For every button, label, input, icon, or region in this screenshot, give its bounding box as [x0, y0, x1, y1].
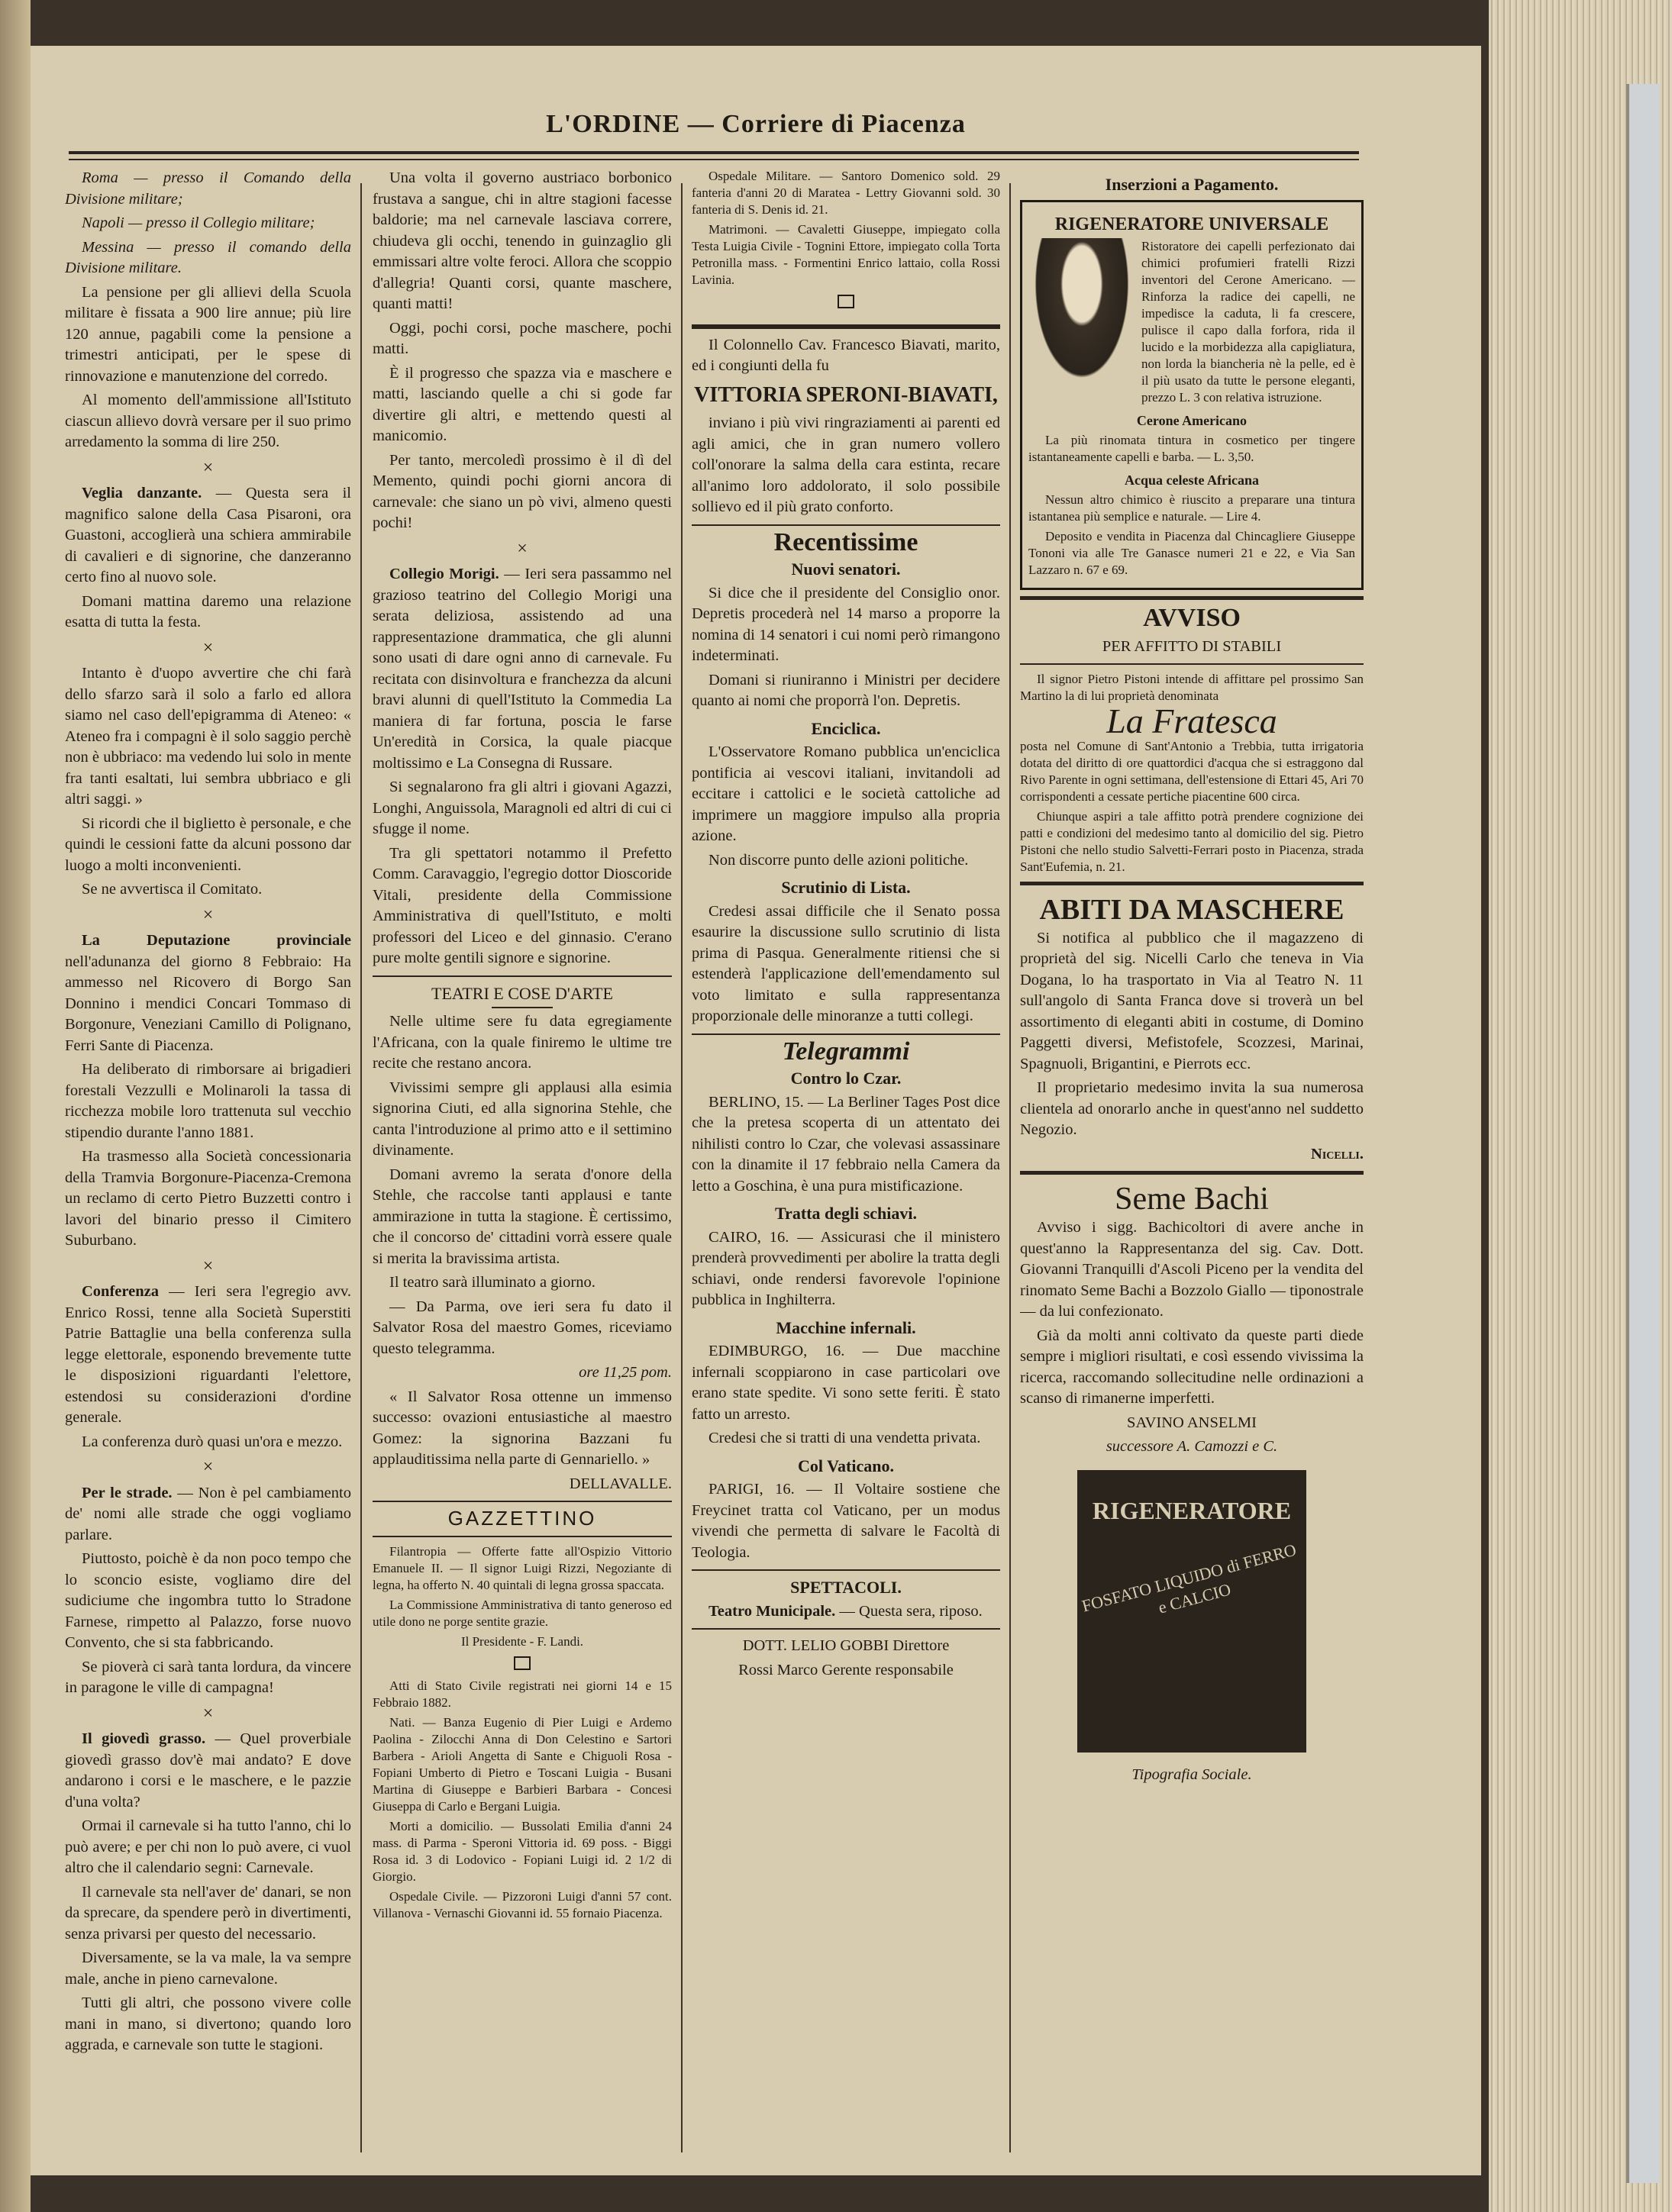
paragraph: — Ieri sera passammo nel grazioso teatrino del Collegio Morigi una serata deliziosa, assistendo ad una rappresentazione drammatica, che gli alunni sono usati di dare ogni anno di carnevale. Fu recitata con disinvoltura e franchezza da alcuni bravi alunni di quell'Istituto la Commedia La maniera di far fortuna, poscia le farse Un'eredità in Corsica, la quale piacque moltissimo e La Consegna di Russare.: [373, 566, 672, 772]
section-title: SPETTACOLI.: [790, 1578, 902, 1597]
ad-title: Seme Bachi: [1115, 1182, 1269, 1217]
paragraph: Il proprietario medesimo invita la sua numerosa clientela ad onorarlo anche in quest'anno nel suddetto Negozio.: [1020, 1079, 1364, 1138]
paragraph: Se ne avvertisca il Comitato.: [82, 881, 263, 898]
paragraph: Intanto è d'uopo avvertire che chi farà dello sfarzo sarà il solo a farlo ed allora siamo nel caso dell'epigramma di Ateneo: « Ateneo fra i compagni è il solo saggio perchè non è ubbriaco: ma vedendo lui solo in mente fra tanti esaltati, lui sembra ubbriaco e gli altri saggi. »: [65, 665, 351, 808]
telegram-time: ore 11,25 pom.: [579, 1364, 672, 1381]
ad-title: RIGENERATORE UNIVERSALE: [1054, 214, 1329, 234]
article-heading: Veglia danzante.: [82, 485, 202, 501]
paragraph: Domani avremo la serata d'onore della Stehle, che raccolse tanti applausi e tante ammirazione in tutta la stagione. È certissimo, che il concorso de' cittadini vorrà essere quale si merita la bravissima artista.: [373, 1166, 672, 1267]
paragraph: Atti di Stato Civile registrati nei giorni 14 e 15 Febbraio 1882.: [373, 1678, 672, 1710]
section-rule: [1020, 663, 1364, 665]
signature: SAVINO ANSELMI: [1127, 1414, 1257, 1431]
article-heading: Per le strade.: [82, 1484, 173, 1501]
manager-credit: Rossi Marco Gerente responsabile: [738, 1661, 954, 1678]
paragraph: Tutti gli altri, che possono vivere colle mani in mano, si divertono; quando loro aggrada, e carnevale son tutte le stagioni.: [65, 1994, 351, 2053]
paragraph: « Il Salvator Rosa ottenne un immenso successo: ovazioni entusiastiche al maestro Gomez: la signorina Bazzani fu applauditissima nella parte di Gennariello. »: [373, 1388, 672, 1468]
signature: DELLAVALLE.: [569, 1475, 672, 1492]
paragraph: Domani si riuniranno i Ministri per decidere quanto ai nomi che proporrà l'on. Depretis.: [692, 671, 1000, 709]
advertisement-fosfato: [1077, 1470, 1306, 1753]
paragraph: Nati. — Banza Eugenio di Pier Luigi e Ardemo Paolina - Zilocchi Anna di Don Celestino e Sartori Barbera - Arioli Angetta di Sante e Chiguoli Rosa - Fopiani Umberto di Pietro e Toscani Luigia - Busani Martina di Giuseppe e Barbieri Barbara - Concesi Giuseppa di Carlo e Bergani Luigia.: [373, 1714, 672, 1814]
paragraph: Matrimoni. — Cavaletti Giuseppe, impiegato colla Testa Luigia Civile - Tognini Ettore, impiegato colla Torta Petronilla mass. - Formentini Enrico lattaio, colla Rossi Lavinia.: [692, 222, 1000, 287]
ad-subheading: Cerone Americano: [1136, 413, 1248, 428]
separator-icon: [838, 295, 854, 308]
column-separator: [360, 183, 362, 2152]
ad-title: RIGENERATORE: [1092, 1496, 1292, 1524]
bookmark-ribbon: [1626, 84, 1660, 2183]
ad-subtitle: FOSFATO LIQUIDO di FERRO e CALCIO: [1080, 1540, 1299, 1617]
paragraph: Tra gli spettatori notammo il Prefetto Comm. Caravaggio, l'egregio dottor Dioscoride Vitali, presidente della Commissione Amministrativa di quell'Istituto, e molti professori del Liceo e del ginnasio. C'erano pure molte gentili signore e signorine.: [373, 844, 672, 966]
paragraph: Si dice che il presidente del Consiglio onor. Depretis procederà nel 14 marso a proporre la nomina di 14 senatori i cui nomi però rimangono indeterminati.: [692, 584, 1000, 664]
paragraph: Diversamente, se la va male, la va sempre male, anche in pieno carnevalone.: [65, 1949, 351, 1988]
paragraph: Messina — presso il comando della Divisione militare.: [65, 238, 351, 276]
paragraph: Ospedale Civile. — Pizzoroni Luigi d'anni 57 cont. Villanova - Vernaschi Giovanni id. 55 fornaio Piacenza.: [373, 1888, 672, 1920]
paragraph: È il progresso che spazza via e maschere e matti, lasciando quelle a chi si gode far divertire gli altri, e mettendo questi al manicomio.: [373, 364, 672, 444]
article-heading: Enciclica.: [811, 718, 881, 738]
ad-title: ABITI DA MASCHERE: [1039, 893, 1344, 926]
paragraph: Piuttosto, poichè è da non poco tempo che lo sconcio esiste, vogliamo dire del sudiciume che ingombra tutto lo Stradone Farnese, rimpetto al Palazzo, forse nuovo Convento, che si sta fabbricando.: [65, 1550, 351, 1651]
section-rule: [373, 1536, 672, 1537]
paragraph: Il teatro sarà illuminato a giorno.: [389, 1274, 596, 1291]
article-heading: Col Vaticano.: [798, 1456, 894, 1475]
cross-separator-icon: ×: [202, 637, 214, 658]
section-rule: [1020, 596, 1364, 600]
section-rule: [692, 1569, 1000, 1571]
paragraph: Il carnevale sta nell'aver de' danari, se non da sprecare, da spendere però in divertimenti, senza privarsi per questo del necessario.: [65, 1883, 351, 1943]
section-rule: [1020, 882, 1364, 885]
paragraph: Morti a domicilio. — Bussolati Emilia d'anni 24 mass. di Parma - Speroni Vittoria id. 69 poss. - Biggi Rosa id. 3 di Lodovico - Fopiani Luigi id. 2 1/2 di Giorgio.: [373, 1818, 672, 1884]
cross-separator-icon: ×: [517, 538, 528, 559]
section-rule: [373, 1501, 672, 1502]
deceased-name: VITTORIA SPERONI-BIAVATI,: [694, 382, 998, 407]
article-heading: La Deputazione provinciale: [82, 932, 351, 949]
section-title: GAZZETTINO: [447, 1507, 597, 1530]
ad-subheading: Acqua celeste Africana: [1125, 472, 1259, 488]
paragraph: Il Colonnello Cav. Francesco Biavati, marito, ed i congiunti della fu: [692, 336, 1000, 374]
paragraph: Credesi assai difficile che il Senato possa esaurire la discussione sullo scrutinio di lista prima di Pasqua. Generalmente ritiensi che si estenderà l'applicazione dell'emendamento sul voto limitato e sulla rappresentanza proporzionale delle minoranze a tutti collegi.: [692, 902, 1000, 1024]
section-rule: [1020, 1171, 1364, 1175]
paragraph: Nelle ultime sere fu data egregiamente l'Africana, con la quale finiremo le ultime tre recite che restano ancora.: [373, 1013, 672, 1072]
paragraph: Domani mattina daremo una relazione esatta di tutta la festa.: [65, 592, 351, 630]
article-heading: Il giovedì grasso.: [82, 1730, 206, 1747]
property-name: La Fratesca: [1106, 701, 1277, 740]
cross-separator-icon: ×: [202, 904, 214, 925]
paragraph: La più rinomata tintura in cosmetico per tingere istantaneamente capelli e barba. — L. 3,50.: [1028, 433, 1355, 464]
paragraph: La conferenza durò quasi un'ora e mezzo.: [82, 1433, 343, 1450]
paragraph: Già da molti anni coltivato da queste parti diede sempre i migliori risultati, e così essendo vivissima la ricerca, raccomando sollecitudine nelle ordinazioni a scanso di rimanerne imperfetti.: [1020, 1327, 1364, 1407]
paragraph: Si segnalarono fra gli altri i giovani Agazzi, Longhi, Anguissola, Maragnoli ed altri di cui ci sfugge il nome.: [373, 779, 672, 837]
printer-credit: Tipografia Sociale.: [1131, 1765, 1252, 1783]
advertisement-rigeneratore: [1020, 200, 1364, 591]
column-3: [692, 168, 1000, 2152]
paragraph: Ha deliberato di rimborsare ai brigadieri forestali Vezzulli e Molinaroli la tassa di ricchezza mobile loro trattenuta sul vecchio stipendio durante l'anno 1881.: [65, 1061, 351, 1141]
column-2: [373, 168, 672, 2152]
header-rule-thin: [69, 159, 1359, 160]
paragraph: PARIGI, 16. — Il Voltaire sostiene che Freycinet tratta col Vaticano, per un modus vivendi che permetta di salvare le Facoltà di Teologia.: [692, 1481, 1000, 1561]
section-rule: [692, 324, 1000, 329]
article-heading: Macchine infernali.: [776, 1317, 916, 1337]
paragraph: Il Presidente - F. Landi.: [460, 1633, 584, 1649]
paragraph: — Questa sera il magnifico salone della Casa Pisaroni, ora Guastoni, accoglierà una schiera ammirabile di cavalieri e di signorine, che danzeranno certo fino al nuovo sole.: [65, 485, 351, 585]
paragraph: Una volta il governo austriaco borbonico frustava a sangue, chi in altre stagioni facesse baldorie; ma nel carnevale lasciava correre, chiudeva gli occhi, tenendo in guinzaglio gli emmissari altre volte feroci. Allora che scoppio d'allegria! Quanti corsi, quante maschere, quanti matti!: [373, 169, 672, 312]
cross-separator-icon: ×: [202, 1703, 214, 1723]
short-rule: [492, 1007, 553, 1008]
section-title: TEATRI E COSE D'ARTE: [431, 983, 613, 1003]
article-heading: Collegio Morigi.: [389, 566, 499, 582]
article-heading: Contro lo Czar.: [790, 1069, 902, 1088]
paragraph: Il signor Pietro Pistoni intende di affittare pel prossimo San Martino la di lui proprietà denominata: [1020, 672, 1364, 703]
paragraph: Vivissimi sempre gli applausi alla esimia signorina Ciuti, ed alla signorina Stehle, che canta l'introduzione al primo atto e il settimino divinamente.: [373, 1079, 672, 1159]
paragraph: CAIRO, 16. — Assicurasi che il ministero prenderà provvedimenti per abolire la tratta degli schiavi, onde rendersi favorevole l'opinione pubblica in Inghilterra.: [692, 1228, 1000, 1308]
signature: Nicelli.: [1311, 1145, 1364, 1162]
paragraph: Se pioverà ci sarà tanta lordura, da vincere in paragone le ville di campagna!: [65, 1658, 351, 1696]
article-heading: Teatro Municipale.: [709, 1602, 836, 1620]
column-1: [65, 168, 351, 2152]
paragraph: Roma — presso il Comando della Divisione militare;: [65, 169, 351, 208]
paragraph: Deposito e vendita in Piacenza dal Chincagliere Giuseppe Tononi via alle Tre Ganasce numeri 21 e 22, e Via San Lazzaro n. 67 e 69.: [1028, 529, 1355, 577]
paragraph: posta nel Comune di Sant'Antonio a Trebbia, tutta irrigatoria dotata del diritto di ore quattordici d'acqua che si estraggono dal Rivo Parente in ogni settimana, dell'estensione di Ettari 45, Ari 70 corrispondenti a cessate pertiche piacentine 600 circa.: [1020, 738, 1364, 804]
paragraph: — Ieri sera l'egregio avv. Enrico Rossi, tenne alla Società Superstiti Patrie Battaglie una bella conferenza sulla legge elettorale, esponendo brevemente tutte le disposizioni riguardanti l'elettore, estendosi su considerazioni d'ordine generale.: [65, 1283, 351, 1426]
section-title: Telegrammi: [782, 1037, 910, 1066]
newspaper-page: [31, 46, 1481, 2175]
paragraph: — Non è pel cambiamento de' nomi alle strade che oggi vogliamo parlare.: [65, 1484, 351, 1543]
section-title: Inserzioni a Pagamento.: [1105, 175, 1279, 194]
section-rule: [373, 975, 672, 977]
article-heading: Nuovi senatori.: [791, 559, 901, 579]
paragraph: nell'adunanza del giorno 8 Febbraio: Ha ammesso nel Ricovero di Borgo San Donnino i mendici Concari Tommaso di Borgonure, Veneziani Camillo di Polignano, Ferri Sante di Piacenza.: [65, 953, 351, 1054]
paragraph: Ristoratore dei capelli perfezionato dai chimici profumieri fratelli Rizzi inventori del Cerone Americano. — Rinforza la radice dei capelli, ne impedisce la caduta, li fa crescere, pulisce il capo dalla forfora, rida il lucido e la morbidezza alla capigliatura, non lorda la biancheria nè la pelle, ed è il più usato da tutte le persone eleganti, prezzo L. 3 con relativa istruzione.: [1141, 239, 1355, 405]
article-heading: Scrutinio di Lista.: [781, 878, 911, 897]
paragraph: Credesi che si tratti di una vendetta privata.: [709, 1430, 981, 1446]
signature-successor: successore A. Camozzi e C.: [1106, 1438, 1278, 1455]
paragraph: — Questa sera, riposo.: [839, 1602, 983, 1620]
paragraph: — Quel proverbiale giovedì grasso dov'è mai andato? E dove andarono i corsi e le maschere, e le pazzie d'una volta?: [65, 1730, 351, 1811]
column-separator: [681, 183, 683, 2152]
paragraph: Al momento dell'ammissione all'Istituto ciascun allievo dovrà versare per il suo primo arredamento la somma di lire 250.: [65, 392, 351, 450]
paragraph: inviano i più vivi ringraziamenti ai parenti ed agli amici, che in gran numero vollero coll'onorare la salma della cara estinta, recare all'animo loro addolorato, il solo possibile sollievo ed il più grato conforto.: [692, 414, 1000, 515]
section-title: Recentissime: [773, 527, 918, 556]
paragraph: Filantropia — Offerte fatte all'Ospizio Vittorio Emanuele II. — Il signor Luigi Rizzi, Negoziante di legna, ha offerto N. 40 quintali di legna grossa spaccata.: [373, 1543, 672, 1592]
paragraph: Oggi, pochi corsi, poche maschere, pochi matti.: [373, 319, 672, 357]
paragraph: Ormai il carnevale si ha tutto l'anno, chi lo può avere; e per chi non lo può avere, ci vuol altro che il calendario segni: Carnevale.: [65, 1817, 351, 1876]
paragraph: La pensione per gli allievi della Scuola militare è fissata a 900 lire annue; più lire 120 annue, pagabili come la pensione a trimestri anticipati, per le spese di rinnovazione e manutenzione del corredo.: [65, 283, 351, 385]
paragraph: Si ricordi che il biglietto è personale, e che quindi le cessioni fatte da alcuni possono dar luogo a molti inconvenienti.: [65, 814, 351, 874]
section-rule: [692, 524, 1000, 526]
column-separator: [1009, 183, 1011, 2152]
page-masthead: L'ORDINE — Corriere di Piacenza: [546, 110, 966, 138]
paragraph: Ha trasmesso alla Società concessionaria della Tramvia Borgonure-Piacenza-Cremona un reclamo di certo Pietro Buzzetti contro i lavori del binario presso il Cimitero Suburbano.: [65, 1148, 351, 1249]
cross-separator-icon: ×: [202, 1256, 214, 1276]
paragraph: Non discorre punto delle azioni politiche.: [709, 851, 969, 869]
paragraph: Napoli — presso il Collegio militare;: [82, 214, 315, 231]
paragraph: Avviso i sigg. Bachicoltori di avere anche in quest'anno la Rappresentanza del sig. Cav. Dott. Giovanni Tranquilli d'Ascoli Piceno per la vendita del rinomato Seme Bachi a Bozzolo Giallo — tiponostrale — da lui confezionato.: [1020, 1219, 1364, 1320]
column-4: [1020, 168, 1364, 2152]
paragraph: EDIMBURGO, 16. — Due macchine infernali scoppiarono in case particolari ove erano state spedite. Vi sono sette feriti. È stato fatto un arresto.: [692, 1343, 1000, 1423]
cross-separator-icon: ×: [202, 1457, 214, 1477]
ad-subtitle: PER AFFITTO DI STABILI: [1102, 637, 1282, 655]
article-heading: Conferenza: [82, 1283, 159, 1300]
paragraph: L'Osservatore Romano pubblica un'enciclica pontificia ai vescovi italiani, invitandoli ad eccitare i cattolici e le società cattoliche ad imprimere un maggiore impulso alla propria azione.: [692, 743, 1000, 844]
section-rule: [692, 1033, 1000, 1035]
separator-icon: [514, 1656, 531, 1670]
director-credit: DOTT. LELIO GOBBI Direttore: [742, 1637, 950, 1654]
paragraph: La Commissione Amministrativa di tanto generoso ed utile dono ne porge sentite grazie.: [373, 1597, 672, 1629]
paragraph: Chiunque aspiri a tale affitto potrà prendere cognizione dei patti e condizioni del medesimo tanto al domicilio del sig. Pietro Pistoni che nello studio Salvetti-Ferrari posto in Piacenza, strada Sant'Eufemia, n. 21.: [1020, 808, 1364, 874]
left-page-edge: [0, 0, 31, 2212]
woman-portrait-icon: [1028, 238, 1135, 391]
paragraph: Ospedale Militare. — Santoro Domenico sold. 29 fanteria d'anni 20 di Maratea - Lettry Giovanni sold. 30 fanteria di S. Denis id. 21.: [692, 169, 1000, 217]
ad-title: AVVISO: [1143, 604, 1241, 632]
header-rule: [69, 151, 1359, 154]
cross-separator-icon: ×: [202, 457, 214, 478]
section-rule: [692, 1628, 1000, 1630]
paragraph: BERLINO, 15. — La Berliner Tages Post dice che la pretesa scoperta di un attentato dei nihilisti contro lo Czar, che volevasi assassinare con la dinamite il 17 febbraio nella Camera da letto a Goschina, è una pura mistificazione.: [692, 1093, 1000, 1195]
paragraph: Si notifica al pubblico che il magazzeno di proprietà del sig. Nicelli Carlo che teneva in Via Dogana, lo ha trasportato in Via al Teatro N. 11 sull'angolo di Santa Franca dove si troverà un bel assortimento di eleganti abiti in costume, di Domino Paggetti diversi, Mefistofele, Scozzesi, Marinai, Spagnuoli, Brigantini, e Pierrots ecc.: [1020, 929, 1364, 1072]
paragraph: Nessun altro chimico è riuscito a preparare una tintura istantanea più semplice e naturale. — Lire 4.: [1028, 492, 1355, 524]
paragraph: Per tanto, mercoledì prossimo è il dì del Memento, quindi pochi giorni ancora di carnevale: che siano un pò vivi, almeno questi pochi!: [373, 451, 672, 531]
paragraph: — Da Parma, ove ieri sera fu dato il Salvator Rosa del maestro Gomes, riceviamo questo telegramma.: [373, 1298, 672, 1357]
article-heading: Tratta degli schiavi.: [775, 1204, 917, 1223]
